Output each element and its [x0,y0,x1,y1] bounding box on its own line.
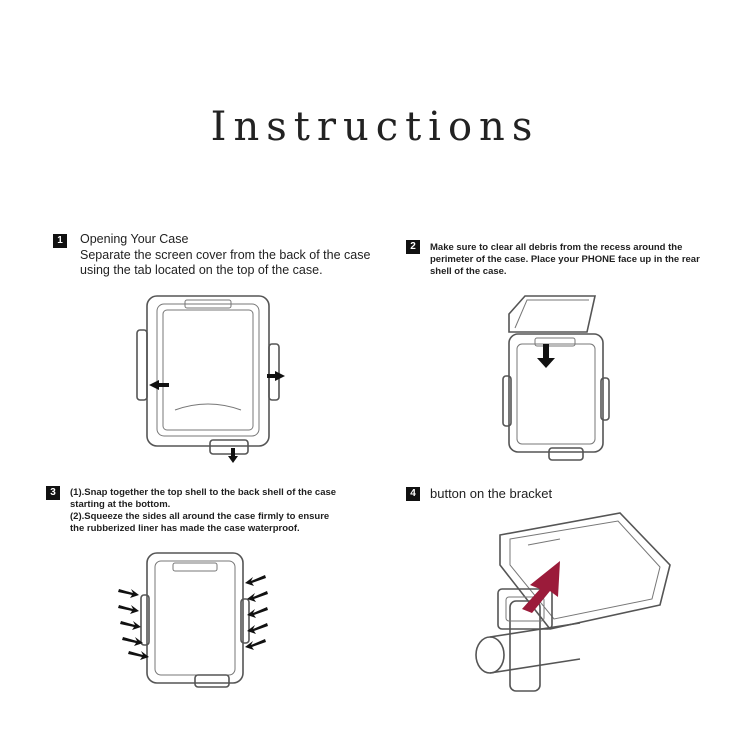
step-3-line-3: (2).Squeeze the sides all around the case firmly to ensure [70,510,330,522]
step-3-line-4: the rubberized liner has made the case waterproof. [70,522,300,534]
phone-insert-icon [495,292,625,462]
step-3-line-1: (1).Snap together the top shell to the back shell of the case [70,487,337,498]
step-3-number: 3 [46,486,60,500]
step-4-number: 4 [406,487,420,501]
bracket-mount-icon [470,505,700,705]
page-title: Instructions [210,104,540,150]
step-2-line-3: shell of the case. [430,265,507,277]
step-4-line-1: button on the bracket [430,486,553,501]
step-1-line-2: Separate the screen cover from the back of the case [80,247,371,262]
step-1-text [80,232,370,279]
step-3-line-2: starting at the bottom. [70,498,171,510]
step-1-line-3: using the tab located on the top of the case. [80,263,323,278]
step-4-text [430,486,552,502]
step-2-number: 2 [406,240,420,254]
step-3-text [70,487,336,535]
step-2-line-1: Make sure to clear all debris from the recess around the [430,242,683,253]
step-1-line-1: Opening Your Case [80,232,189,246]
step-1-number: 1 [53,234,67,248]
squeeze-case-icon [115,545,275,695]
step-2-line-2: perimeter of the case. Place your PHONE face up in the rear [430,253,700,265]
phone-case-open-icon [135,290,295,460]
step-2-text [430,242,700,278]
